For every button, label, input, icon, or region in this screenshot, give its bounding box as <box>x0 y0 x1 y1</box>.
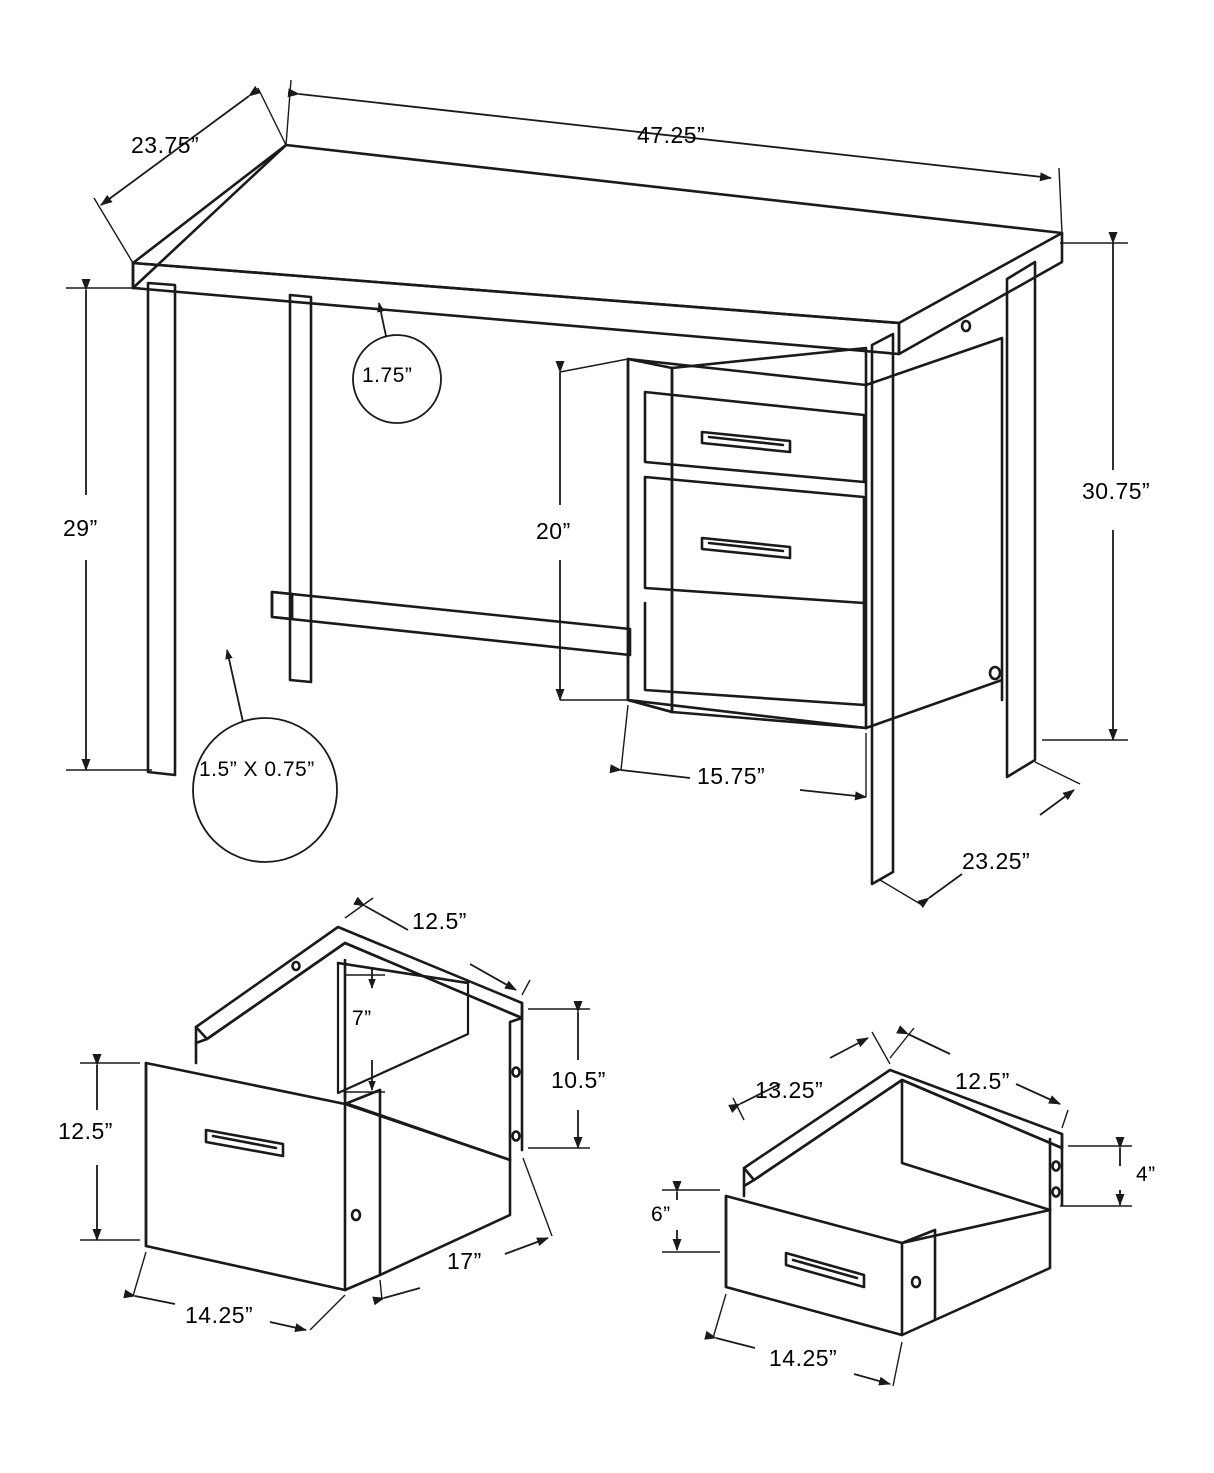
small-drawer-geometry <box>726 1070 1062 1335</box>
dimension-label-small-drawer-width: 12.5” <box>955 1068 1010 1094</box>
dimension-label-leg-profile: 1.5” X 0.75” <box>199 758 315 781</box>
dimension-label-cabinet-height: 20” <box>536 518 571 544</box>
dimension-label-cabinet-depth: 23.25” <box>962 848 1031 874</box>
dimension-label-file-drawer-depth: 17” <box>447 1248 482 1274</box>
dimension-label-small-drawer-depth: 13.25” <box>755 1077 824 1103</box>
dimension-label-cabinet-width: 15.75” <box>697 763 766 789</box>
dimension-label-width-top: 47.25” <box>637 122 706 148</box>
dimension-label-clearance-height: 29” <box>63 515 98 541</box>
dimension-label-file-drawer-side-height: 10.5” <box>551 1067 606 1093</box>
dimension-label-small-drawer-front-height: 6” <box>651 1203 671 1226</box>
file-drawer-dimension-lines <box>80 898 590 1330</box>
dimension-label-overall-height: 30.75” <box>1082 478 1151 504</box>
dimension-label-file-drawer-front-length: 14.25” <box>185 1302 254 1328</box>
dimension-label-depth-top: 23.75” <box>131 132 200 158</box>
dimension-label-top-thickness: 1.75” <box>362 364 413 387</box>
dimension-label-small-drawer-front-length: 14.25” <box>769 1345 838 1371</box>
dimension-label-small-drawer-side-height: 4” <box>1136 1163 1156 1186</box>
dimension-label-file-drawer-divider-height: 7” <box>352 1007 372 1030</box>
dimension-label-file-drawer-front-height: 12.5” <box>58 1118 113 1144</box>
dimension-label-file-drawer-front-width: 12.5” <box>412 908 467 934</box>
file-drawer-geometry <box>146 927 522 1290</box>
